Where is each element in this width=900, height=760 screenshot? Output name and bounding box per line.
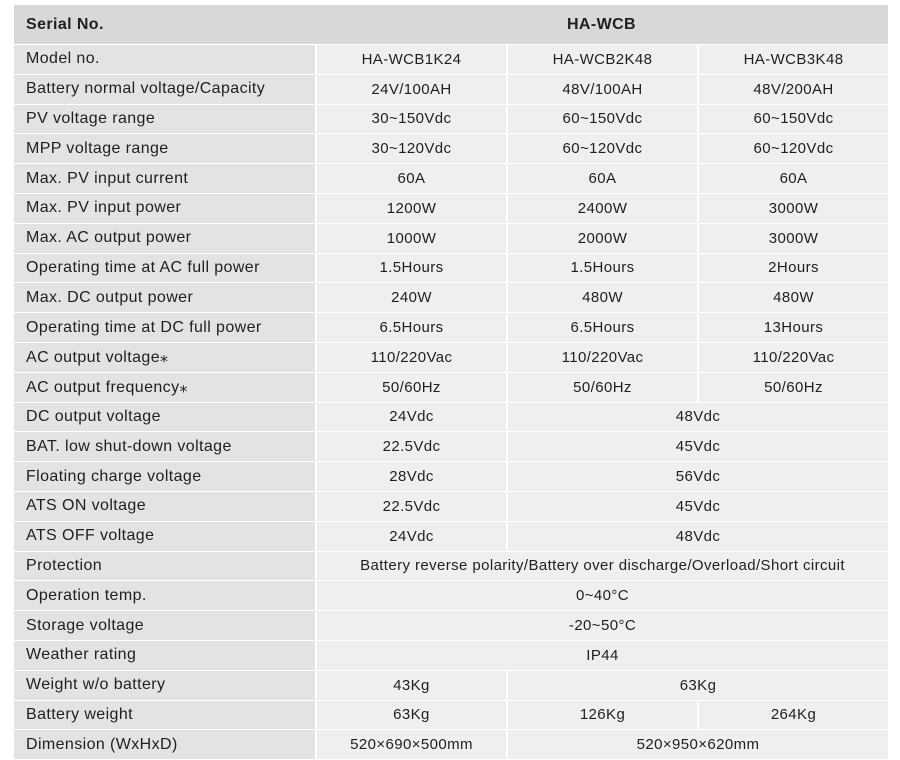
spec-value: 240W <box>315 283 506 313</box>
spec-value: Battery reverse polarity/Battery over discharge/Overload/Short circuit <box>315 552 888 582</box>
spec-value: 45Vdc <box>506 492 888 522</box>
spec-row <box>14 75 888 105</box>
header-row <box>14 5 888 45</box>
spec-row <box>14 403 888 433</box>
spec-value: 22.5Vdc <box>315 492 506 522</box>
spec-label: ATS ON voltage <box>14 492 315 522</box>
spec-value: 48Vdc <box>506 522 888 552</box>
spec-label: PV voltage range <box>14 105 315 135</box>
spec-value: 22.5Vdc <box>315 432 506 462</box>
spec-value: 56Vdc <box>506 462 888 492</box>
spec-row <box>14 522 888 552</box>
spec-value: 6.5Hours <box>315 313 506 343</box>
spec-label: Dimension (WxHxD) <box>14 730 315 760</box>
spec-row <box>14 45 888 75</box>
spec-label: Battery weight <box>14 701 315 731</box>
spec-label: BAT. low shut-down voltage <box>14 432 315 462</box>
spec-row <box>14 373 888 403</box>
spec-value: 60~120Vdc <box>697 134 888 164</box>
spec-label: MPP voltage range <box>14 134 315 164</box>
spec-row <box>14 313 888 343</box>
spec-value: 60~150Vdc <box>506 105 697 135</box>
spec-value: 126Kg <box>506 701 697 731</box>
spec-value: 63Kg <box>506 671 888 701</box>
spec-value: 3000W <box>697 224 888 254</box>
serial-no-label: Serial No. <box>14 5 315 45</box>
spec-label: Storage voltage <box>14 611 315 641</box>
spec-row <box>14 611 888 641</box>
spec-value: 60A <box>697 164 888 194</box>
spec-value: IP44 <box>315 641 888 671</box>
spec-value: 110/220Vac <box>697 343 888 373</box>
spec-value: 1.5Hours <box>315 254 506 284</box>
spec-value: 24V/100AH <box>315 75 506 105</box>
spec-table <box>14 5 888 760</box>
spec-value: 520×950×620mm <box>506 730 888 760</box>
spec-row <box>14 343 888 373</box>
spec-row <box>14 164 888 194</box>
spec-label: Protection <box>14 552 315 582</box>
spec-value: 30~150Vdc <box>315 105 506 135</box>
spec-label: Operating time at DC full power <box>14 313 315 343</box>
spec-value: 2000W <box>506 224 697 254</box>
spec-value: 60A <box>315 164 506 194</box>
spec-label: Battery normal voltage/Capacity <box>14 75 315 105</box>
spec-value: 50/60Hz <box>315 373 506 403</box>
spec-value: 1000W <box>315 224 506 254</box>
spec-label: Max. PV input current <box>14 164 315 194</box>
spec-value: 28Vdc <box>315 462 506 492</box>
spec-value: 2400W <box>506 194 697 224</box>
spec-row <box>14 432 888 462</box>
spec-value: 24Vdc <box>315 522 506 552</box>
spec-label: Max. PV input power <box>14 194 315 224</box>
spec-value: 1.5Hours <box>506 254 697 284</box>
spec-value: HA-WCB3K48 <box>697 45 888 75</box>
spec-value: 50/60Hz <box>506 373 697 403</box>
spec-label: Floating charge voltage <box>14 462 315 492</box>
spec-label: Max. AC output power <box>14 224 315 254</box>
spec-row <box>14 552 888 582</box>
spec-row <box>14 581 888 611</box>
spec-value: 45Vdc <box>506 432 888 462</box>
spec-value: 13Hours <box>697 313 888 343</box>
spec-value: 43Kg <box>315 671 506 701</box>
spec-row <box>14 194 888 224</box>
spec-value: 2Hours <box>697 254 888 284</box>
spec-label: Operating time at AC full power <box>14 254 315 284</box>
spec-label: Weight w/o battery <box>14 671 315 701</box>
spec-row <box>14 730 888 760</box>
spec-label: Model no. <box>14 45 315 75</box>
spec-value: 60~150Vdc <box>697 105 888 135</box>
spec-value: 3000W <box>697 194 888 224</box>
spec-value: HA-WCB2K48 <box>506 45 697 75</box>
spec-row <box>14 254 888 284</box>
spec-label: AC output voltage⁎ <box>14 343 315 373</box>
spec-value: 480W <box>506 283 697 313</box>
spec-value: 63Kg <box>315 701 506 731</box>
spec-label: DC output voltage <box>14 403 315 433</box>
series-name: HA-WCB <box>315 5 888 45</box>
spec-value: HA-WCB1K24 <box>315 45 506 75</box>
spec-label: Max. DC output power <box>14 283 315 313</box>
spec-value: 264Kg <box>697 701 888 731</box>
spec-value: 1200W <box>315 194 506 224</box>
spec-value: -20~50°C <box>315 611 888 641</box>
spec-value: 50/60Hz <box>697 373 888 403</box>
spec-value: 48Vdc <box>506 403 888 433</box>
spec-value: 520×690×500mm <box>315 730 506 760</box>
spec-row <box>14 671 888 701</box>
spec-value: 60A <box>506 164 697 194</box>
spec-row <box>14 105 888 135</box>
spec-value: 0~40°C <box>315 581 888 611</box>
spec-value: 110/220Vac <box>315 343 506 373</box>
spec-row <box>14 641 888 671</box>
spec-value: 110/220Vac <box>506 343 697 373</box>
spec-value: 480W <box>697 283 888 313</box>
spec-value: 6.5Hours <box>506 313 697 343</box>
spec-value: 48V/100AH <box>506 75 697 105</box>
spec-label: Weather rating <box>14 641 315 671</box>
spec-row <box>14 492 888 522</box>
spec-row <box>14 701 888 731</box>
spec-label: Operation temp. <box>14 581 315 611</box>
spec-row <box>14 283 888 313</box>
spec-value: 24Vdc <box>315 403 506 433</box>
spec-value: 60~120Vdc <box>506 134 697 164</box>
spec-row <box>14 134 888 164</box>
spec-value: 30~120Vdc <box>315 134 506 164</box>
spec-value: 48V/200AH <box>697 75 888 105</box>
spec-label: AC output frequency⁎ <box>14 373 315 403</box>
spec-row <box>14 224 888 254</box>
spec-row <box>14 462 888 492</box>
spec-label: ATS OFF voltage <box>14 522 315 552</box>
